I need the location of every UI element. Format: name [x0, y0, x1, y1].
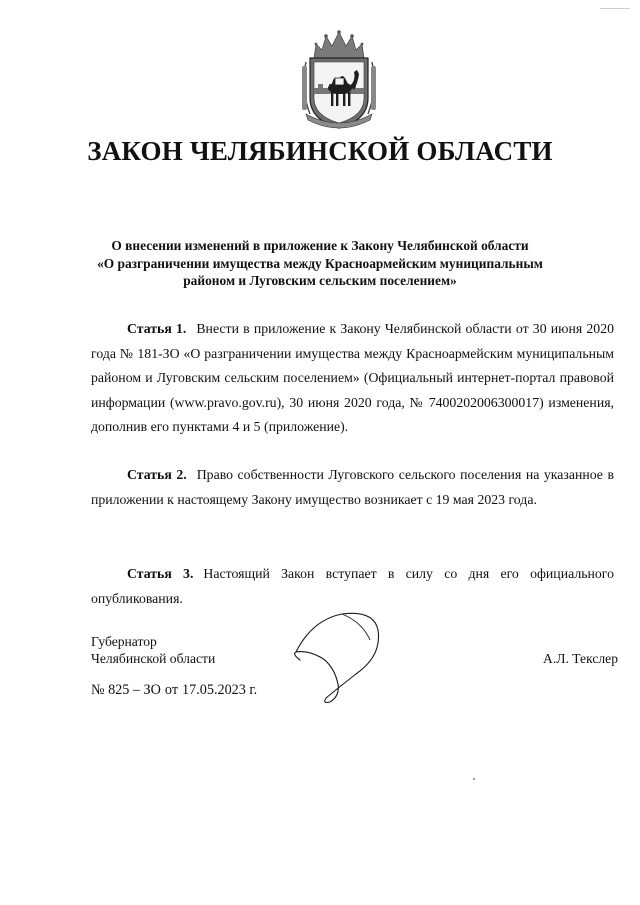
article-2 [91, 463, 614, 512]
article-text: Внести в приложение к Закону Челябинской области от 30 июня 2020 года № 181-ЗО «О разграничении имущества между Красноармейским муниципальным районом и Луговским сельским поселением» (Официальный интернет-портал правовой информации (www.pravo.gov.ru), 30 июня 2020 года, № 7400202006300017) изменения, дополнив его пунктами 4 и 5 (приложение). [91, 321, 614, 434]
scan-artifact [473, 778, 475, 780]
chelyabinsk-coat-of-arms-icon [296, 28, 382, 132]
article-text: Право собственности Луговского сельского поселения на указанное в приложении к настоящему Закону имущество возникает с 19 мая 2023 года. [91, 467, 614, 507]
law-registration [91, 681, 257, 699]
from-word: от [164, 682, 179, 698]
signatory-position [91, 633, 215, 667]
signatory-name: А.Л. Текслер [543, 651, 618, 666]
law-number: № 825 – ЗО [91, 682, 161, 698]
handwritten-signature [282, 600, 392, 710]
signatory-position-line: Челябинской области [91, 651, 216, 666]
article-label: Статья 2. [127, 467, 187, 482]
signatory-position-line: Губернатор [91, 634, 157, 649]
law-subject-line: «О разграничении имущества между Красноармейским муниципальным [97, 255, 543, 271]
scan-artifact [600, 8, 630, 9]
law-subject-line: О внесении изменений в приложение к Закону Челябинской области [111, 238, 529, 253]
article-text: Настоящий Закон вступает в силу со дня его официального опубликования. [91, 566, 614, 606]
article-label: Статья 1. [127, 321, 187, 336]
law-subject [60, 237, 580, 290]
article-label: Статья 3. [127, 566, 194, 581]
law-date: 17.05.2023 г. [182, 682, 258, 698]
law-title: ЗАКОН ЧЕЛЯБИНСКОЙ ОБЛАСТИ [87, 136, 553, 166]
law-subject-line: районом и Луговским сельским поселением» [183, 273, 457, 288]
article-1 [91, 317, 614, 440]
